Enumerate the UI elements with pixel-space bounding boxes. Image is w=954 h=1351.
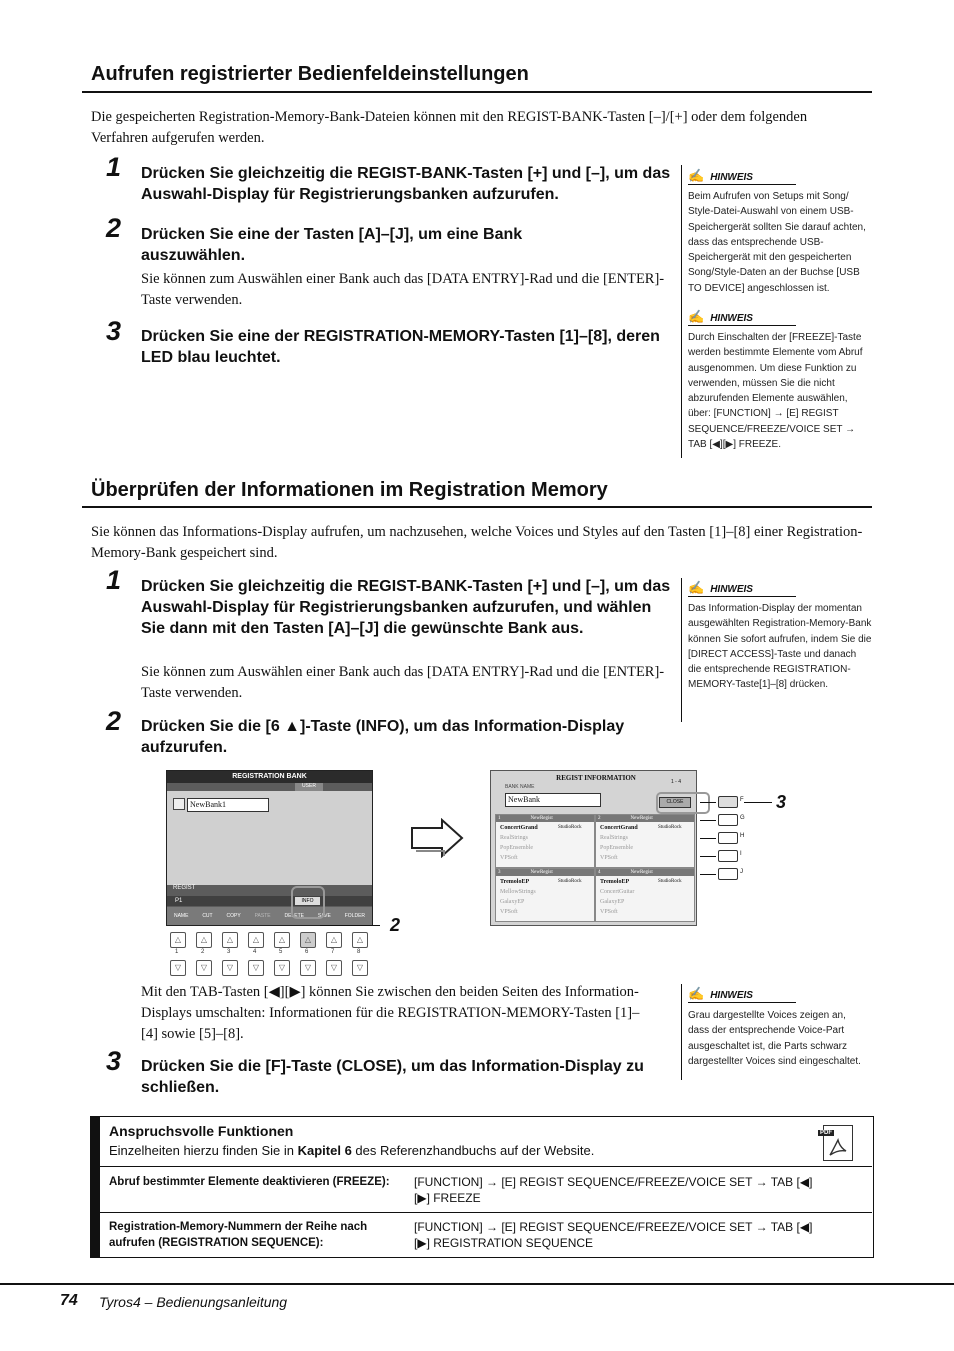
down-button-3[interactable]: ▽ [222, 960, 238, 976]
right1-voice: ConcertGrand [500, 825, 538, 831]
button-letter: J [740, 869, 743, 875]
button-number: 8 [357, 949, 361, 955]
note-header [688, 168, 796, 185]
right3-voice: PopEnsemble [500, 845, 533, 851]
subtitle-text: des Referenzhandbuchs auf der Website. [351, 1143, 595, 1158]
box-title: Anspruchsvolle Funktionen [109, 1123, 294, 1139]
pencil-icon: ✍ [688, 168, 705, 183]
info-button[interactable]: INFO [295, 897, 320, 905]
callout-number: 3 [776, 792, 787, 812]
section-divider [82, 91, 872, 93]
style-name: StudioRock [658, 825, 682, 830]
down-button-7[interactable]: ▽ [326, 960, 342, 976]
step-number: 2 [106, 213, 122, 243]
step-heading: Drücken Sie gleichzeitig die REGIST-BANK-Tasten [+] und [–], um das Auswahl-Display für Registrierungsbanken aufzurufen. [141, 165, 671, 203]
step-heading: Drücken Sie eine der REGISTRATION-MEMORY-Tasten [1]–[8], deren LED blau leuchtet. [141, 328, 660, 366]
left-voice: VPSoft [500, 855, 518, 861]
copy-button[interactable]: COPY [226, 913, 241, 919]
callout-line [744, 802, 772, 803]
button-number: 5 [279, 949, 283, 955]
down-button-5[interactable]: ▽ [274, 960, 290, 976]
step-heading: Drücken Sie eine der Tasten [A]–[J], um eine Bank auszuwählen. [141, 226, 523, 264]
step-heading: Drücken Sie die [6 ▲]-Taste (INFO), um das Information-Display aufzurufen. [141, 718, 625, 756]
button-letter: G [740, 815, 745, 821]
save-button[interactable]: SAVE [317, 913, 331, 919]
i-button[interactable] [718, 850, 738, 862]
step-number: 3 [106, 316, 122, 346]
cell-number: 1 [498, 816, 501, 821]
style-name: StudioRock [658, 879, 682, 884]
up-button-5[interactable]: △ [274, 932, 290, 948]
step-number: 1 [106, 565, 122, 595]
right1-voice: TremoloEP [500, 879, 530, 885]
f-button[interactable] [718, 796, 738, 808]
bank-file-icon [173, 798, 185, 810]
button-number: 7 [331, 949, 335, 955]
style-name: StudioRock [558, 879, 582, 884]
sidebar-divider [681, 578, 682, 722]
right3-voice: GalaxyEP [600, 899, 625, 905]
box-subtitle [109, 1143, 594, 1158]
left-voice: VPSoft [600, 909, 618, 915]
button-number: 4 [253, 949, 257, 955]
regist-cell-4 [595, 868, 695, 922]
name-button[interactable]: NAME [173, 913, 189, 919]
side-buttons [700, 796, 770, 882]
manual-title: Tyros4 – Bedienungsanleitung [99, 1294, 288, 1310]
down-button-1[interactable]: ▽ [170, 960, 186, 976]
style-name: StudioRock [558, 825, 582, 830]
acrobat-icon [828, 1138, 848, 1158]
screen-title: REGIST INFORMATION [556, 774, 636, 782]
note-label: HINWEIS [710, 313, 753, 324]
pencil-icon: ✍ [688, 986, 705, 1001]
callout-line [320, 925, 380, 926]
intro-text: Sie können das Informations-Display aufrufen, um nachzusehen, welche Voices und Styles auf den Tasten [1]–[8] einer Registration-Memory-Bank gespeichert sind. [91, 524, 863, 561]
down-button-6[interactable]: ▽ [300, 960, 316, 976]
row-path: [FUNCTION] → [E] REGIST SEQUENCE/FREEZE/VOICE SET → TAB [◀][▶] REGISTRATION SEQUENCE [414, 1220, 813, 1250]
up-button-8[interactable]: △ [352, 932, 368, 948]
arrow-right-icon [408, 818, 466, 858]
info-highlight [291, 886, 325, 919]
regist-cell-3 [495, 868, 595, 922]
step-heading: Drücken Sie die [F]-Taste (CLOSE), um das Information-Display zu schließen. [141, 1058, 644, 1096]
note-header [688, 986, 796, 1003]
sidebar-divider [681, 984, 682, 1080]
row-label: Abruf bestimmter Elemente deaktivieren (FREEZE): [109, 1176, 390, 1188]
up-button-6-info[interactable]: △ [300, 932, 316, 948]
note-text: Das Information-Display der momentan ausgewählten Registration-Memory-Bank können Sie sofort aufrufen, indem Sie die [DIRECT ACCESS]-Taste und danach die entsprechende REGISTRATION-MEMORY-Taste[1]–[8] drücken. [688, 603, 872, 691]
step-number: 3 [106, 1046, 122, 1076]
step-number: 1 [106, 152, 122, 182]
panel-buttons [170, 932, 370, 976]
h-button[interactable] [718, 832, 738, 844]
note-header [688, 580, 796, 597]
regist-cell-2 [595, 814, 695, 868]
page-indicator: P1 [167, 896, 373, 906]
note-text: Beim Aufrufen von Setups mit Song/ Style-Datei-Auswahl von einem USB-Speichergerät sollten Sie darauf achten, dass das entsprechende USB-Speichergerät mit den gespeicherten Song/Style-Daten an der Buchse [USB TO DEVICE] angeschlossen ist. [688, 191, 866, 294]
step-text: Sie können zum Auswählen einer Bank auch das [DATA ENTRY]-Rad und die [ENTER]-Taste verwenden. [141, 271, 665, 308]
cell-number: 3 [498, 870, 501, 875]
step-heading: Drücken Sie gleichzeitig die REGIST-BANK-Tasten [+] und [–], um das Auswahl-Display für Registrierungsbanken aufzurufen, und wählen Sie dann mit den Tasten [A]–[J] die gewünschte Bank aus. [141, 578, 671, 637]
delete-button[interactable]: DELETE [284, 913, 304, 919]
pdf-label: PDF [820, 1130, 832, 1136]
button-number: 3 [227, 949, 231, 955]
callout-number: 2 [390, 915, 401, 935]
box-accent-bar [90, 1116, 100, 1258]
folder-label: REGIST [173, 885, 196, 891]
page-number: 74 [60, 1292, 78, 1309]
cell-name: NewRegist [630, 870, 653, 875]
subtitle-text: Einzelheiten hierzu finden Sie in [109, 1143, 298, 1158]
sidebar-divider [681, 165, 682, 458]
right1-voice: TremoloEP [600, 879, 630, 885]
button-number: 2 [201, 949, 205, 955]
note-text: Durch Einschalten der [FREEZE]-Taste werden bestimmte Elemente vom Abruf ausgenommen. Um diese Funktion zu verwenden, müssen Sie die nicht abzurufenden Elemente auswählen, über: [FUNCTION] → [E] REGIST SEQUENCE/FREEZE/VOICE SET → TAB [◀][▶] FREEZE. [688, 332, 863, 451]
close-button[interactable]: CLOSE [659, 797, 691, 808]
button-number: 6 [305, 949, 309, 955]
bank-name-label: BANK NAME [505, 784, 535, 790]
right2-voice: ConcertGuitar [600, 889, 635, 895]
pdf-icon[interactable] [820, 1125, 853, 1161]
right2-voice: MellowStrings [500, 889, 536, 895]
note-label: HINWEIS [710, 584, 753, 595]
paste-button[interactable]: PASTE [254, 913, 271, 919]
bank-name-value: NewBank [505, 793, 601, 807]
right2-voice: RealStrings [600, 835, 628, 841]
down-button-8[interactable]: ▽ [352, 960, 368, 976]
step-text: Sie können zum Auswählen einer Bank auch das [DATA ENTRY]-Rad und die [ENTER]-Taste verwenden. [141, 664, 665, 701]
button-letter: F [740, 797, 744, 803]
user-tab: USER [295, 783, 323, 791]
page-indicator: 1 - 4 [671, 779, 682, 785]
up-button-7[interactable]: △ [326, 932, 342, 948]
pencil-icon: ✍ [688, 309, 705, 324]
up-button-3[interactable]: △ [222, 932, 238, 948]
right3-voice: GalaxyEP [500, 899, 525, 905]
up-button-4[interactable]: △ [248, 932, 264, 948]
section-title-info: Überprüfen der Informationen im Registration Memory [91, 479, 608, 501]
row-label: Registration-Memory-Nummern der Reihe nach aufrufen (REGISTRATION SEQUENCE): [109, 1221, 368, 1249]
intro-text: Die gespeicherten Registration-Memory-Bank-Dateien können mit den REGIST-BANK-Tasten [–]/[+] oder dem folgenden Verfahren aufgerufen werden. [91, 109, 808, 146]
cut-button[interactable]: CUT [202, 913, 213, 919]
button-number: 1 [175, 949, 179, 955]
down-button-4[interactable]: ▽ [248, 960, 264, 976]
row-path: [FUNCTION] → [E] REGIST SEQUENCE/FREEZE/VOICE SET → TAB [◀][▶] FREEZE [414, 1175, 813, 1205]
screen-title: REGISTRATION BANK [167, 771, 372, 783]
regist-cell-1 [495, 814, 595, 868]
down-button-2[interactable]: ▽ [196, 960, 212, 976]
right3-voice: PopEnsemble [600, 845, 633, 851]
g-button[interactable] [718, 814, 738, 826]
note-label: HINWEIS [710, 990, 753, 1001]
section-title-recall: Aufrufen registrierter Bedienfeldeinstellungen [91, 63, 529, 85]
cell-name: NewRegist [530, 870, 553, 875]
cell-name: NewRegist [630, 816, 653, 821]
step-text: Mit den TAB-Tasten [◀][▶] können Sie zwischen den beiden Seiten des Information-Displays umschalten: Informationen für die REGISTRATION-MEMORY-Tasten [1]–[4] sowie [5]–[8]. [141, 984, 640, 1042]
pencil-icon: ✍ [688, 580, 705, 595]
section-divider [82, 506, 872, 508]
left-voice: VPSoft [600, 855, 618, 861]
registration-bank-screen [166, 770, 373, 926]
right2-voice: RealStrings [500, 835, 528, 841]
subtitle-chapter: Kapitel 6 [297, 1143, 352, 1158]
folder-button[interactable]: FOLDER [344, 913, 366, 919]
note-header [688, 309, 796, 326]
button-letter: H [740, 833, 745, 839]
footer-rule [0, 1283, 954, 1285]
j-button[interactable] [718, 868, 738, 880]
note-label: HINWEIS [710, 172, 753, 183]
cell-number: 2 [598, 816, 601, 821]
cell-name: NewRegist [530, 816, 553, 821]
note-text: Grau dargestellte Voices zeigen an, dass der entsprechende Voice-Part ausgeschaltet ist, die Parts schwarz dargestellter Voices sind eingeschaltet. [688, 1010, 861, 1067]
step-number: 2 [106, 706, 122, 736]
button-letter: I [740, 851, 742, 857]
up-button-1[interactable]: △ [170, 932, 186, 948]
up-button-2[interactable]: △ [196, 932, 212, 948]
right1-voice: ConcertGrand [600, 825, 638, 831]
left-voice: VPSoft [500, 909, 518, 915]
cell-number: 4 [598, 870, 601, 875]
bank-file-name[interactable]: NewBank1 [187, 798, 269, 812]
function-bar [167, 907, 372, 925]
